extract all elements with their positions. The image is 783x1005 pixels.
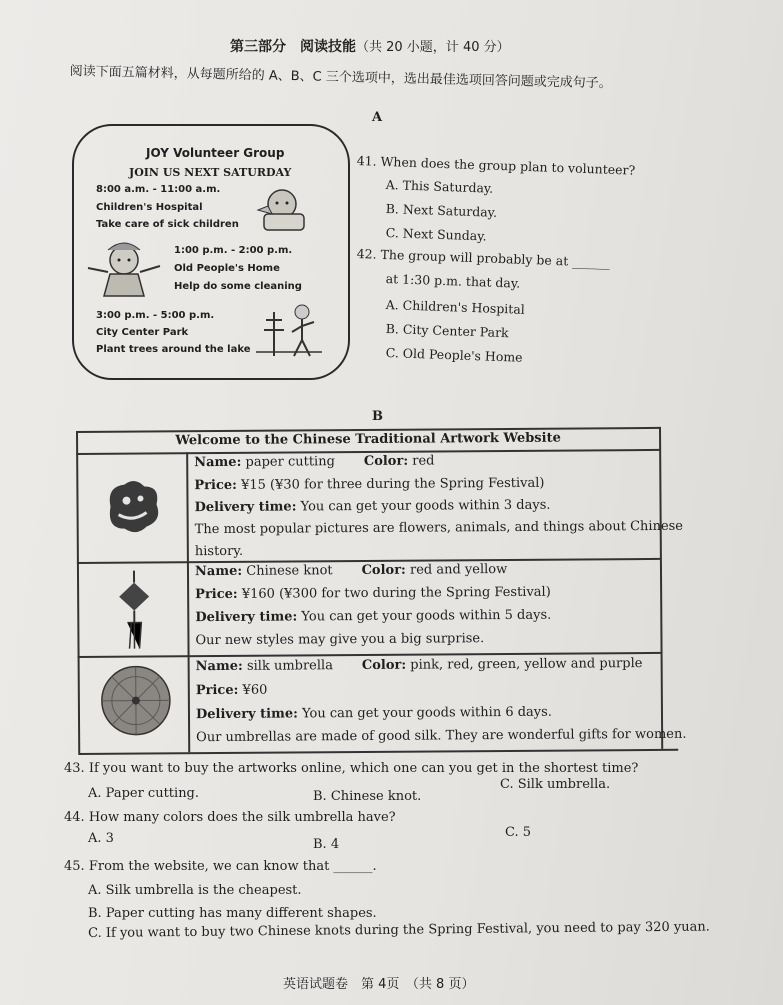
q42-option-b: B. City Center Park <box>385 321 509 341</box>
row1-price: Price: ¥15 (¥30 for three during the Spring Festival) <box>194 475 545 494</box>
page-footer: 英语试题卷 第 4页 （共 8 页） <box>283 977 475 992</box>
question-42: 42. The group will probably be at ______ <box>356 246 611 270</box>
event-2-task: Help do some cleaning <box>174 281 302 292</box>
q41-option-a: A. This Saturday. <box>385 177 494 196</box>
event-3-place: City Center Park <box>96 327 189 338</box>
event-1-time: 8:00 a.m. - 11:00 a.m. <box>96 184 221 195</box>
q43-option-b: B. Chinese knot. <box>313 789 422 804</box>
q44-option-c: C. 5 <box>505 825 532 840</box>
row2-price: Price: ¥160 (¥300 for two during the Spring Festival) <box>195 584 551 603</box>
event-3-task: Plant trees around the lake <box>96 344 251 355</box>
row2-delivery: Delivery time: You can get your goods within 5 days. <box>195 607 552 626</box>
paper-cutting-icon <box>100 476 166 536</box>
row3-name: Name: silk umbrella Color: pink, red, green, yellow and purple <box>195 656 643 675</box>
question-43: 43. If you want to buy the artworks online, which one can you get in the shortest time? <box>64 761 639 776</box>
volunteer-poster <box>72 124 350 380</box>
q45-option-a: A. Silk umbrella is the cheapest. <box>88 883 302 898</box>
passage-a-label: A <box>372 110 383 125</box>
row3-price: Price: ¥60 <box>195 682 268 699</box>
q42-option-a: A. Children's Hospital <box>385 297 526 317</box>
question-41: 41. When does the group plan to volunteer? <box>356 153 636 178</box>
row1-name: Name: paper cutting Color: red <box>194 453 435 471</box>
passage-b-label: B <box>372 409 383 424</box>
row3-note: Our umbrellas are made of good silk. They are wonderful gifts for women. <box>196 726 687 746</box>
old-person-icon <box>84 238 164 298</box>
question-45: 45. From the website, we can know that ______. <box>64 859 377 874</box>
q45-option-c: C. If you want to buy two Chinese knots during the Spring Festival, you need to pay 320 yuan. <box>88 919 710 941</box>
event-1-task: Take care of sick children <box>96 219 239 230</box>
artwork-table <box>76 427 687 757</box>
poster-title: JOY Volunteer Group <box>146 146 285 160</box>
question-44: 44. How many colors does the silk umbrella have? <box>64 810 396 825</box>
q43-option-c: C. Silk umbrella. <box>500 777 611 792</box>
row2-note: Our new styles may give you a big surprise. <box>195 631 485 649</box>
table-header: Welcome to the Chinese Traditional Artwork Website <box>175 430 561 449</box>
q41-option-c: C. Next Sunday. <box>385 225 487 244</box>
q45-option-b: B. Paper cutting has many different shapes. <box>88 906 377 921</box>
event-1-place: Children's Hospital <box>96 202 203 213</box>
sick-child-icon <box>254 184 314 234</box>
q43-option-a: A. Paper cutting. <box>88 786 200 801</box>
event-3-time: 3:00 p.m. - 5:00 p.m. <box>96 310 215 321</box>
q44-option-b: B. 4 <box>313 837 340 852</box>
row1-note2: history. <box>194 543 244 560</box>
q44-option-a: A. 3 <box>88 831 114 846</box>
chinese-knot-icon <box>109 568 160 650</box>
q42-option-c: C. Old People's Home <box>385 345 523 365</box>
section-title: 第三部分 阅读技能（共 20 小题，计 40 分） <box>230 39 510 55</box>
poster-subtitle: JOIN US NEXT SATURDAY <box>129 166 292 179</box>
tree-planting-icon <box>254 302 324 358</box>
instructions: 阅读下面五篇材料，从每题所给的 A、B、C 三个选项中，选出最佳选项回答问题或完成句子。 <box>69 63 612 92</box>
row1-note: The most popular pictures are flowers, animals, and things about Chinese <box>194 518 684 538</box>
row2-name: Name: Chinese knot Color: red and yellow <box>194 561 508 580</box>
q41-option-b: B. Next Saturday. <box>385 201 498 220</box>
event-2-time: 1:00 p.m. - 2:00 p.m. <box>174 245 293 256</box>
row1-delivery: Delivery time: You can get your goods within 3 days. <box>194 497 551 516</box>
question-42-line2: at 1:30 p.m. that day. <box>385 271 521 291</box>
row3-delivery: Delivery time: You can get your goods within 6 days. <box>195 704 552 723</box>
silk-umbrella-icon <box>98 662 175 739</box>
event-2-place: Old People's Home <box>174 263 280 274</box>
